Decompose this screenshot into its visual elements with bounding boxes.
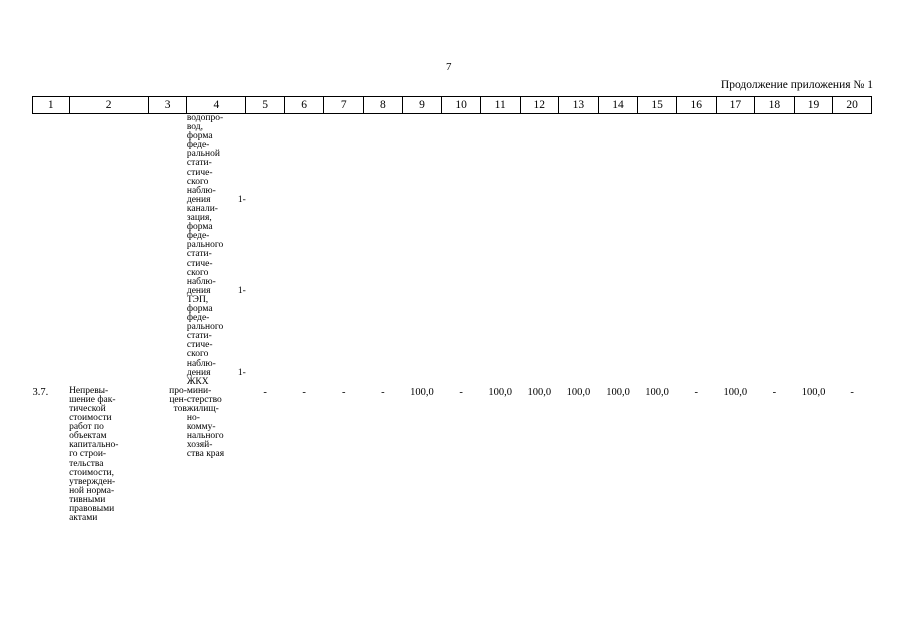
text-line: хозяй-	[186, 440, 213, 451]
value-cell: 100,0	[606, 386, 630, 398]
column-number-header: 18	[755, 97, 795, 114]
text-line: утвержден-	[69, 476, 116, 487]
value-cell: 100,0	[723, 386, 748, 398]
text-line: шение фак-	[69, 394, 116, 405]
text-line: про-	[169, 385, 187, 396]
text-line-part: дения	[186, 285, 211, 296]
column-number-header: 6	[284, 97, 324, 114]
text-line: наблю-	[186, 185, 216, 196]
text-line: форма	[186, 222, 213, 233]
table-row	[33, 387, 872, 523]
value-cell: 100,0	[410, 386, 434, 398]
text-line: го строи-	[69, 449, 107, 460]
text-line: нального	[186, 431, 224, 442]
value-cell: -	[459, 386, 463, 398]
text-line: стиче-	[186, 340, 213, 351]
column-number-header: 17	[716, 97, 755, 114]
column-number-header-row	[33, 97, 872, 114]
value-cell: -	[342, 386, 346, 398]
text-line: феде-	[186, 313, 210, 324]
text-line: Непревы-	[69, 385, 109, 396]
text-line: стиче-	[186, 258, 213, 269]
column-number-header: 14	[598, 97, 638, 114]
column-number-header: 7	[324, 97, 364, 114]
text-line: стати-	[186, 331, 212, 342]
column-number-header: 9	[402, 97, 442, 114]
text-line: зация,	[186, 213, 212, 224]
column-number-header: 10	[442, 97, 481, 114]
value-cell: -	[381, 386, 385, 398]
continued-source-cell	[187, 114, 246, 387]
text-line: ского	[186, 349, 209, 360]
column-number-header: 16	[676, 97, 716, 114]
text-line: ЖКХ	[186, 376, 209, 387]
text-line-part: 1-	[237, 194, 246, 205]
text-line: комму-	[186, 422, 216, 433]
text-line: стерство	[186, 394, 222, 405]
column-number-header: 4	[187, 97, 246, 114]
text-line: феде-	[186, 231, 210, 242]
column-number-header: 3	[148, 97, 187, 114]
text-line: вод,	[186, 122, 203, 133]
text-line: тельства	[69, 458, 104, 469]
column-number-header: 2	[69, 97, 148, 114]
indicators-table	[32, 96, 872, 523]
text-line: наблю-	[186, 276, 216, 287]
text-line: стоимости	[69, 413, 112, 424]
text-line: ТЭП,	[186, 294, 209, 305]
text-line: тивными	[69, 494, 106, 505]
row-description	[69, 387, 148, 523]
column-number-header: 19	[794, 97, 833, 114]
row-units	[148, 387, 187, 523]
page-number: 7	[446, 61, 452, 73]
value-cell: 100,0	[645, 386, 669, 398]
value-cell: 100,0	[566, 386, 591, 398]
text-line: ского	[186, 267, 209, 278]
text-line: жилищ-	[186, 404, 219, 414]
text-line: стати-	[186, 249, 212, 260]
text-line-part: дения	[186, 194, 211, 205]
column-number-header: 1	[33, 97, 70, 114]
text-line: тической	[69, 404, 106, 414]
text-line: рального	[186, 240, 224, 251]
text-line: тов	[173, 404, 187, 414]
column-number-header: 5	[246, 97, 285, 114]
text-line-part: 1-	[237, 285, 246, 296]
text-line: наблю-	[186, 358, 216, 369]
text-line: ства края	[186, 449, 225, 460]
text-line: стати-	[186, 158, 212, 169]
text-line: форма	[186, 303, 213, 314]
text-line: мини-	[186, 385, 212, 396]
column-number-header: 20	[833, 97, 872, 114]
text-line: правовыми	[69, 504, 115, 515]
text-line: ральной	[186, 149, 220, 160]
column-number-header: 15	[638, 97, 677, 114]
text-line: ной норма-	[69, 485, 115, 496]
value-cell: -	[772, 386, 777, 398]
column-number-header: 11	[480, 97, 520, 114]
text-line: стоимости,	[69, 467, 114, 478]
text-line: капитально-	[69, 440, 119, 451]
value-cell: -	[694, 386, 698, 398]
value-cell: 100,0	[488, 386, 512, 398]
row-code: 3.7.	[32, 386, 49, 398]
text-line: форма	[186, 131, 213, 142]
value-cell: -	[850, 386, 854, 398]
value-cell: 100,0	[527, 386, 552, 398]
text-line: цен-	[169, 394, 187, 405]
row-source	[187, 387, 246, 523]
text-line-part: дения	[186, 367, 211, 378]
column-number-header: 13	[559, 97, 599, 114]
value-cell: -	[302, 386, 306, 398]
value-cell: 100,0	[801, 386, 826, 398]
text-line: работ по	[69, 422, 104, 433]
text-line: ского	[186, 176, 209, 187]
value-cell: -	[263, 386, 267, 398]
column-number-header: 8	[364, 97, 403, 114]
text-line: канали-	[186, 203, 218, 214]
text-line: феде-	[186, 140, 210, 151]
text-line: объектам	[69, 431, 107, 442]
text-line: рального	[186, 322, 224, 333]
text-line: но-	[186, 413, 200, 424]
continuation-note: Продолжение приложения № 1	[720, 79, 873, 91]
continued-row	[33, 114, 872, 387]
text-line: водопро-	[186, 113, 224, 123]
text-line-part: 1-	[237, 367, 246, 378]
text-line: актами	[69, 513, 98, 524]
text-line: стиче-	[186, 167, 213, 178]
column-number-header: 12	[520, 97, 559, 114]
